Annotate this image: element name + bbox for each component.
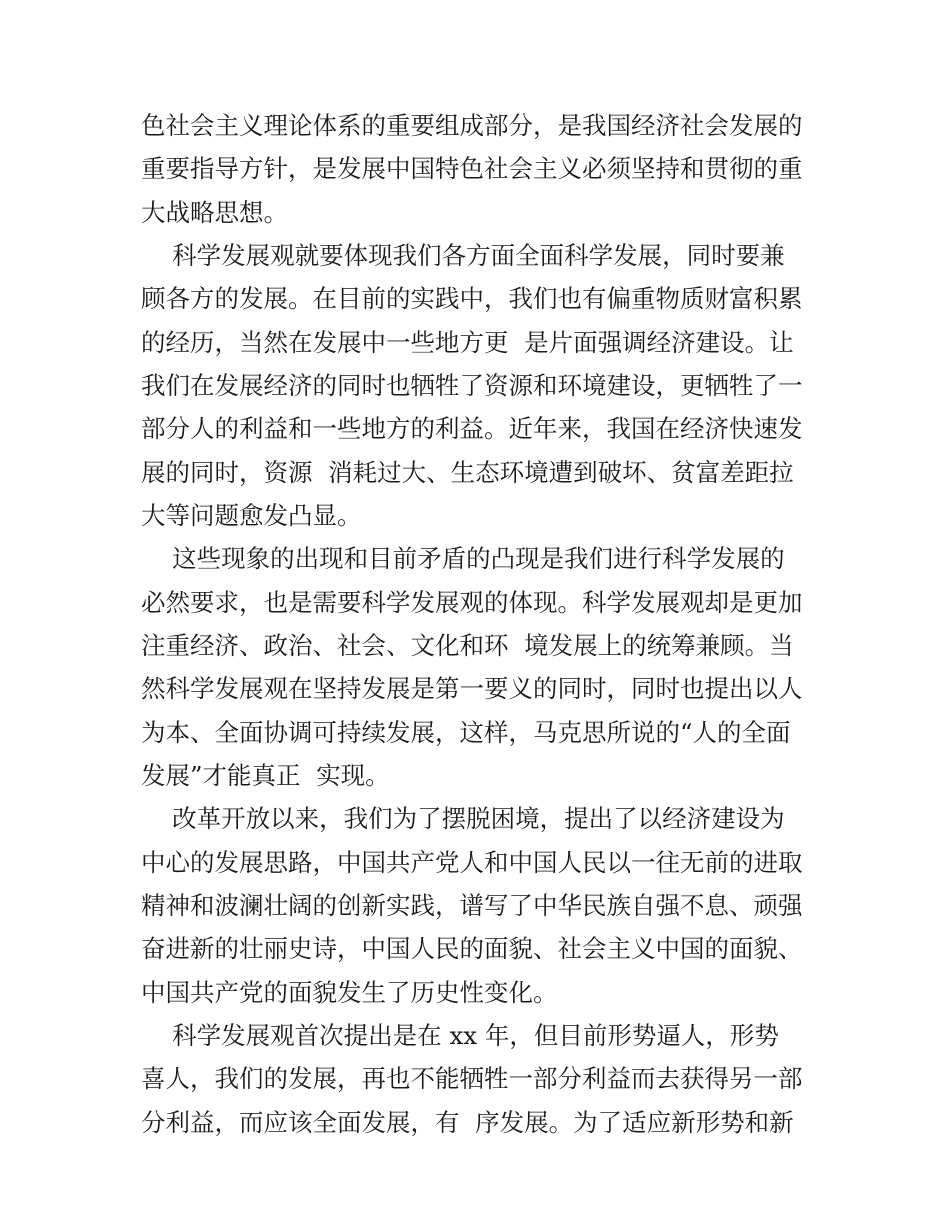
paragraph-start-line: 改革开放以来，我们为了摆脱困境，提出了以经济建设为: [141, 804, 785, 833]
paragraph-start-line: 科学发展观就要体现我们各方面全面科学发展，同时要兼: [141, 241, 785, 270]
text-line: 喜人，我们的发展，再也不能牺牲一部分利益而去获得另一部: [141, 1064, 803, 1093]
text-line: 部分人的利益和一些地方的利益。近年来，我国在经济快速发: [141, 414, 803, 443]
text-line: 然科学发展观在坚持发展是第一要义的同时，同时也提出以人: [141, 674, 803, 703]
text-line: 我们在发展经济的同时也牺牲了资源和环境建设，更牺牲了一: [141, 371, 803, 400]
text-line: 为本、全面协调可持续发展，这样，马克思所说的“人的全面: [141, 718, 791, 747]
paragraph-start-line: 科学发展观首次提出是在 xx 年，但目前形势逼人，形势: [141, 1021, 779, 1050]
text-line: 奋进新的壮丽史诗，中国人民的面貌、社会主义中国的面貌、: [141, 934, 803, 963]
text-line: 注重经济、政治、社会、文化和环 境发展上的统筹兼顾。当: [141, 631, 794, 660]
paragraph-start-line: 这些现象的出现和目前矛盾的凸现是我们进行科学发展的: [141, 544, 785, 573]
text-line: 精神和波澜壮阔的创新实践，谱写了中华民族自强不息、顽强: [141, 891, 803, 920]
text-line: 中国共产党的面貌发生了历史性变化。: [141, 978, 558, 1007]
text-line: 必然要求，也是需要科学发展观的体现。科学发展观却是更加: [141, 588, 803, 617]
text-line: 分利益，而应该全面发展，有 序发展。为了适应新形势和新: [141, 1108, 794, 1137]
text-line: 的经历，当然在发展中一些地方更 是片面强调经济建设。让: [141, 328, 794, 357]
text-line: 顾各方的发展。在目前的实践中，我们也有偏重物质财富积累: [141, 284, 803, 313]
text-line: 中心的发展思路，中国共产党人和中国人民以一往无前的进取: [141, 848, 803, 877]
text-line: 发展”才能真正 实现。: [141, 761, 390, 790]
text-line: 展的同时，资源 消耗过大、生态环境遭到破坏、贫富差距拉: [141, 458, 794, 487]
text-line: 重要指导方针，是发展中国特色社会主义必须坚持和贯彻的重: [141, 154, 803, 183]
text-line: 色社会主义理论体系的重要组成部分，是我国经济社会发展的: [141, 111, 803, 140]
text-line: 大战略思想。: [141, 198, 288, 227]
text-line: 大等问题愈发凸显。: [141, 501, 362, 530]
